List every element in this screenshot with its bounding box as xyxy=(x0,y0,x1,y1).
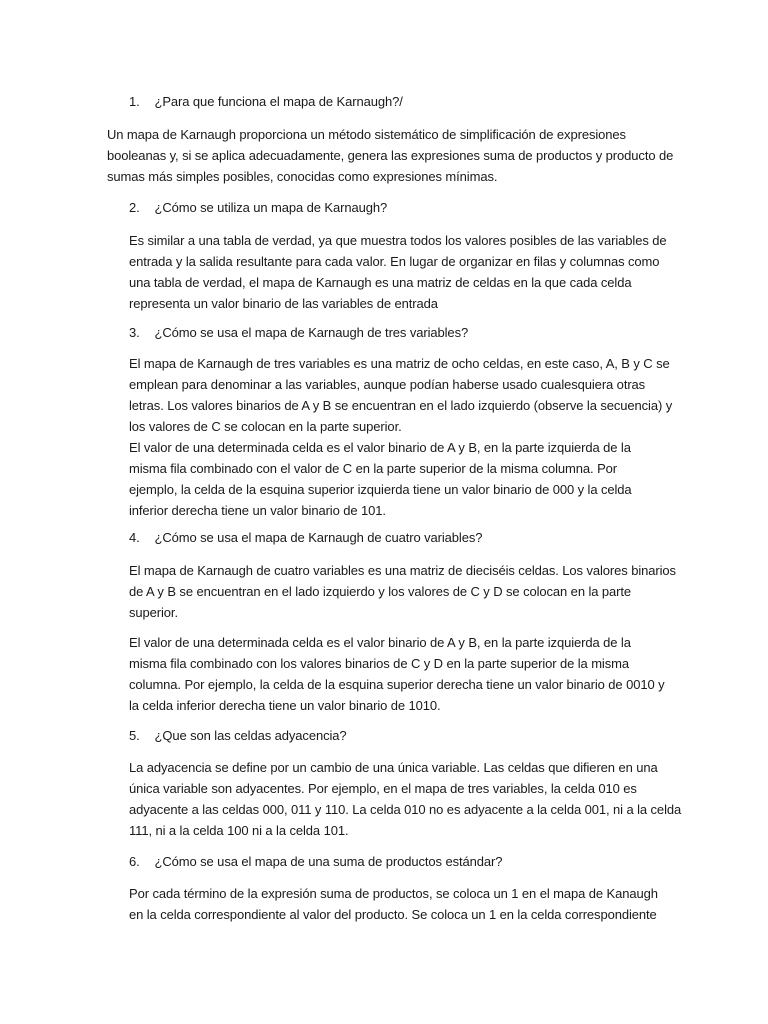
answer-1: Un mapa de Karnaugh proporciona un método sistemático de simplificación de expresiones booleanas y, si se aplica adecuadamente, genera las expresiones suma de productos y producto de sumas más simples posibles, conocidas como expresiones mínimas. xyxy=(107,127,674,184)
answer-4-part-2: El valor de una determinada celda es el valor binario de A y B, en la parte izquierda de la misma fila combinado con los valores binarios de C y D en la parte superior de la misma columna. Por ejemplo, la celda de la esquina superior derecha tiene un valor binario de 0010 y la celda inferior derecha tiene un valor binario de 1010. xyxy=(129,635,665,713)
answer-3: El mapa de Karnaugh de tres variables es una matriz de ocho celdas, en este caso, A, B y C se emplean para denominar a las variables, aunque podían haberse usado cualesquiera otras letras. Los valores binarios de A y B se encuentran en el lado izquierdo (observe la secuencia) y los valores de C se colocan en la parte superior. El valor de una determinada celda es el valor binario de A y B, en la parte izquierda de la misma fila combinado con el valor de C en la parte superior de la misma columna. Por ejemplo, la celda de la esquina superior izquierda tiene un valor binario de 000 y la celda inferior derecha tiene un valor binario de 101. xyxy=(129,356,673,518)
question-1-text: ¿Para que funciona el mapa de Karnaugh?/ xyxy=(154,94,403,109)
question-5 xyxy=(129,725,347,746)
answer-2: Es similar a una tabla de verdad, ya que muestra todos los valores posibles de las variables de entrada y la salida resultante para cada valor. En lugar de organizar en filas y columnas como una tabla de verdad, el mapa de Karnaugh es una matriz de celdas en la que cada celda representa un valor binario de las variables de entrada xyxy=(129,233,667,311)
question-2-number: 2. xyxy=(129,200,140,215)
question-3-text: ¿Cómo se usa el mapa de Karnaugh de tres variables? xyxy=(154,325,469,340)
answer-4-part-1: El mapa de Karnaugh de cuatro variables es una matriz de dieciséis celdas. Los valores binarios de A y B se encuentran en el lado izquierdo y los valores de C y D se colocan en la parte superior. xyxy=(129,563,676,620)
question-4-text: ¿Cómo se usa el mapa de Karnaugh de cuatro variables? xyxy=(154,530,483,545)
question-4-number: 4. xyxy=(129,530,140,545)
question-2 xyxy=(129,197,387,218)
question-3 xyxy=(129,322,468,343)
question-5-text: ¿Que son las celdas adyacencia? xyxy=(154,728,347,743)
question-5-number: 5. xyxy=(129,728,140,743)
question-1-number: 1. xyxy=(129,94,140,109)
question-6-number: 6. xyxy=(129,854,140,869)
question-1 xyxy=(129,91,403,112)
answer-6: Por cada término de la expresión suma de productos, se coloca un 1 en el mapa de Kanaugh en la celda correspondiente al valor del producto. Se coloca un 1 en la celda correspondiente xyxy=(129,886,658,922)
answer-5: La adyacencia se define por un cambio de una única variable. Las celdas que difieren en una única variable son adyacentes. Por ejemplo, en el mapa de tres variables, la celda 010 es adyacente a las celdas 000, 011 y 110. La celda 010 no es adyacente a la celda 001, ni a la celda 111, ni a la celda 100 ni a la celda 101. xyxy=(129,760,682,838)
question-2-text: ¿Cómo se utiliza un mapa de Karnaugh? xyxy=(154,200,388,215)
question-4 xyxy=(129,527,482,548)
question-6-text: ¿Cómo se usa el mapa de una suma de productos estándar? xyxy=(154,854,503,869)
question-6 xyxy=(129,851,502,872)
question-3-number: 3. xyxy=(129,325,140,340)
